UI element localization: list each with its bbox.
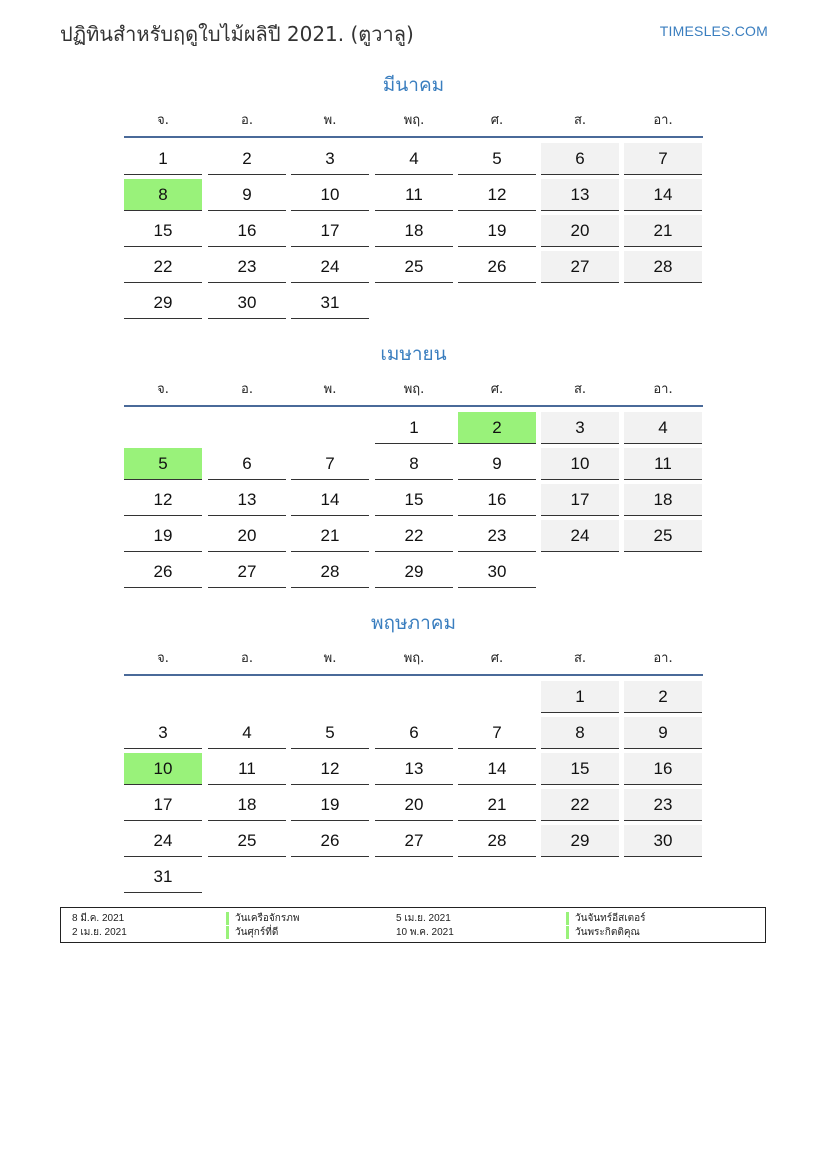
day-cell[interactable]: 19	[124, 520, 202, 552]
day-cell[interactable]: 18	[375, 215, 453, 247]
weekday-header: อ.	[241, 651, 253, 666]
weekday-header: ส.	[573, 651, 587, 666]
day-cell[interactable]: 18	[624, 484, 702, 516]
day-cell[interactable]: 10	[291, 179, 369, 211]
day-cell[interactable]: 6	[208, 448, 286, 480]
legend-date: 10 พ.ค. 2021	[396, 927, 454, 938]
day-cell[interactable]: 19	[458, 215, 536, 247]
day-cell[interactable]: 18	[208, 789, 286, 821]
day-cell[interactable]: 21	[624, 215, 702, 247]
day-cell[interactable]: 15	[375, 484, 453, 516]
weekday-header: ส.	[573, 113, 587, 128]
weekday-header: พฤ.	[403, 651, 425, 666]
weekday-header: จ.	[157, 113, 169, 128]
day-cell[interactable]: 7	[624, 143, 702, 175]
weekday-header: ศ.	[490, 382, 504, 397]
day-cell[interactable]: 14	[458, 753, 536, 785]
weekday-header: พ.	[323, 651, 337, 666]
day-cell[interactable]: 3	[541, 412, 619, 444]
weekday-header: จ.	[157, 382, 169, 397]
day-cell[interactable]: 10	[541, 448, 619, 480]
day-cell[interactable]: 8	[375, 448, 453, 480]
month-title: เมษายน	[380, 343, 447, 365]
legend-date: 2 เม.ย. 2021	[72, 927, 127, 938]
holiday-day-cell[interactable]: 2	[458, 412, 536, 444]
day-cell[interactable]: 20	[541, 215, 619, 247]
day-cell[interactable]: 4	[208, 717, 286, 749]
weekday-header: ศ.	[490, 651, 504, 666]
day-cell[interactable]: 30	[458, 556, 536, 588]
weekday-header: พฤ.	[403, 382, 425, 397]
day-cell[interactable]: 27	[208, 556, 286, 588]
day-cell[interactable]: 26	[458, 251, 536, 283]
day-cell[interactable]: 16	[208, 215, 286, 247]
day-cell[interactable]: 9	[624, 717, 702, 749]
day-cell[interactable]: 7	[458, 717, 536, 749]
day-cell[interactable]: 30	[624, 825, 702, 857]
day-cell[interactable]: 11	[624, 448, 702, 480]
day-cell[interactable]: 25	[208, 825, 286, 857]
day-cell[interactable]: 13	[208, 484, 286, 516]
day-cell[interactable]: 22	[541, 789, 619, 821]
day-cell[interactable]: 7	[291, 448, 369, 480]
month-title: พฤษภาคม	[371, 612, 456, 634]
day-cell[interactable]: 1	[541, 681, 619, 713]
day-cell[interactable]: 25	[375, 251, 453, 283]
day-cell[interactable]: 28	[458, 825, 536, 857]
day-cell[interactable]: 29	[375, 556, 453, 588]
day-cell[interactable]: 29	[124, 287, 202, 319]
weekday-header: พ.	[323, 382, 337, 397]
day-cell[interactable]: 17	[541, 484, 619, 516]
day-cell[interactable]: 24	[291, 251, 369, 283]
day-cell[interactable]: 15	[541, 753, 619, 785]
day-cell[interactable]: 1	[124, 143, 202, 175]
legend-holiday-name: วันพระกิตติคุณ	[566, 926, 640, 939]
day-cell[interactable]: 3	[124, 717, 202, 749]
weekday-header: อ.	[241, 382, 253, 397]
day-cell[interactable]: 22	[375, 520, 453, 552]
header-rule	[124, 136, 703, 138]
day-cell[interactable]: 11	[208, 753, 286, 785]
day-cell[interactable]: 15	[124, 215, 202, 247]
legend-date: 8 มี.ค. 2021	[72, 913, 125, 924]
day-cell[interactable]: 19	[291, 789, 369, 821]
day-cell[interactable]: 20	[375, 789, 453, 821]
day-cell[interactable]: 28	[291, 556, 369, 588]
weekday-header: อ.	[241, 113, 253, 128]
day-cell[interactable]: 12	[124, 484, 202, 516]
weekday-header: อา.	[653, 113, 673, 128]
day-cell[interactable]: 17	[124, 789, 202, 821]
day-cell[interactable]: 21	[291, 520, 369, 552]
day-cell[interactable]: 23	[208, 251, 286, 283]
day-cell[interactable]: 14	[624, 179, 702, 211]
day-cell[interactable]: 27	[375, 825, 453, 857]
day-cell[interactable]: 13	[375, 753, 453, 785]
day-cell[interactable]: 9	[458, 448, 536, 480]
month-title: มีนาคม	[382, 74, 445, 96]
day-cell[interactable]: 4	[624, 412, 702, 444]
day-cell[interactable]: 16	[458, 484, 536, 516]
day-cell[interactable]: 29	[541, 825, 619, 857]
day-cell[interactable]: 14	[291, 484, 369, 516]
day-cell[interactable]: 26	[291, 825, 369, 857]
day-cell[interactable]: 9	[208, 179, 286, 211]
weekday-header: อา.	[653, 382, 673, 397]
holiday-legend	[60, 907, 766, 943]
weekday-header: พฤ.	[403, 113, 425, 128]
day-cell[interactable]: 22	[124, 251, 202, 283]
day-cell[interactable]: 5	[291, 717, 369, 749]
legend-date: 5 เม.ย. 2021	[396, 913, 451, 924]
brand-link[interactable]: TIMESLES.COM	[659, 23, 768, 39]
day-cell[interactable]: 6	[541, 143, 619, 175]
holiday-day-cell[interactable]: 10	[124, 753, 202, 785]
day-cell[interactable]: 20	[208, 520, 286, 552]
day-cell[interactable]: 31	[124, 861, 202, 893]
day-cell[interactable]: 12	[291, 753, 369, 785]
day-cell[interactable]: 30	[208, 287, 286, 319]
page-title: ปฏิทินสำหรับฤดูใบไม้ผลิปี 2021. (ตูวาลู)	[60, 22, 414, 46]
day-cell[interactable]: 25	[624, 520, 702, 552]
day-cell[interactable]: 21	[458, 789, 536, 821]
day-cell[interactable]: 28	[624, 251, 702, 283]
holiday-day-cell[interactable]: 8	[124, 179, 202, 211]
weekday-header: อา.	[653, 651, 673, 666]
day-cell[interactable]: 11	[375, 179, 453, 211]
legend-holiday-name: วันจันทร์อีสเตอร์	[566, 912, 646, 925]
weekday-header: จ.	[157, 651, 169, 666]
day-cell[interactable]: 2	[208, 143, 286, 175]
legend-holiday-name: วันเครือจักรภพ	[226, 912, 299, 925]
legend-holiday-name: วันศุกร์ที่ดี	[226, 926, 278, 939]
weekday-header: พ.	[323, 113, 337, 128]
day-cell[interactable]: 6	[375, 717, 453, 749]
day-cell[interactable]: 23	[624, 789, 702, 821]
header-rule	[124, 405, 703, 407]
day-cell[interactable]: 12	[458, 179, 536, 211]
day-cell[interactable]: 27	[541, 251, 619, 283]
weekday-header: ส.	[573, 382, 587, 397]
day-cell[interactable]: 24	[541, 520, 619, 552]
weekday-header: ศ.	[490, 113, 504, 128]
day-cell[interactable]: 31	[291, 287, 369, 319]
day-cell[interactable]: 5	[458, 143, 536, 175]
day-cell[interactable]: 17	[291, 215, 369, 247]
day-cell[interactable]: 8	[541, 717, 619, 749]
day-cell[interactable]: 16	[624, 753, 702, 785]
day-cell[interactable]: 3	[291, 143, 369, 175]
day-cell[interactable]: 24	[124, 825, 202, 857]
header-rule	[124, 674, 703, 676]
day-cell[interactable]: 4	[375, 143, 453, 175]
day-cell[interactable]: 26	[124, 556, 202, 588]
day-cell[interactable]: 2	[624, 681, 702, 713]
day-cell[interactable]: 13	[541, 179, 619, 211]
holiday-day-cell[interactable]: 5	[124, 448, 202, 480]
day-cell[interactable]: 23	[458, 520, 536, 552]
day-cell[interactable]: 1	[375, 412, 453, 444]
